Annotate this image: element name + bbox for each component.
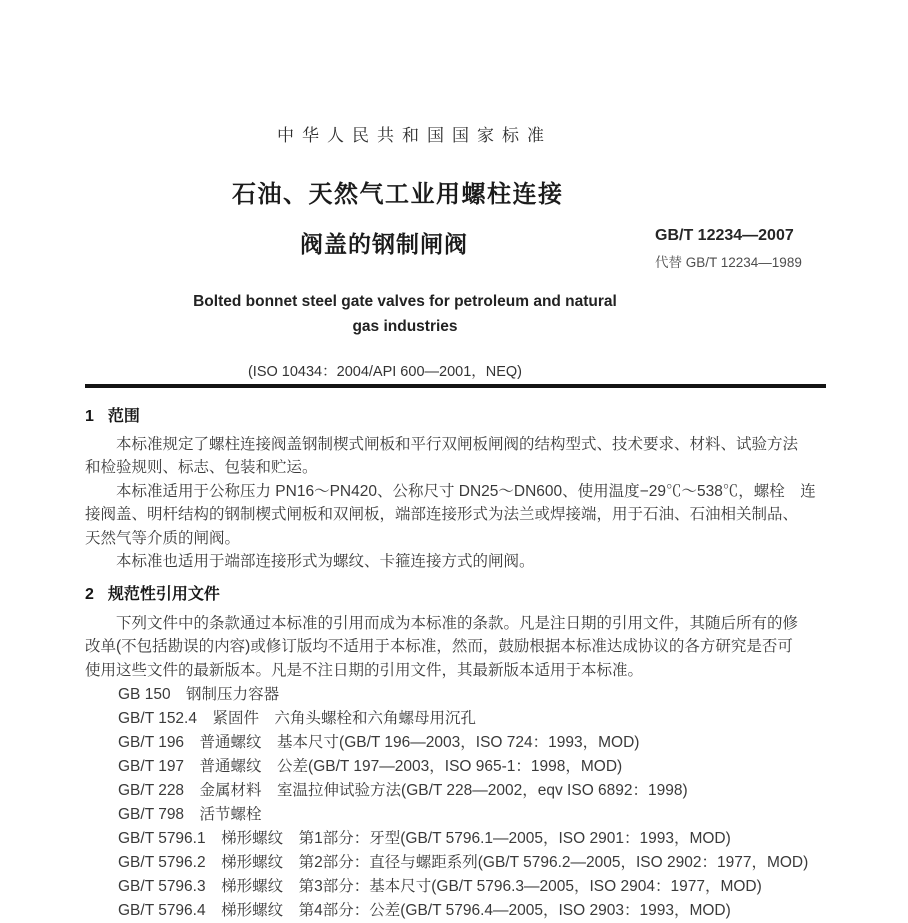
body-line: 使用这些文件的最新版本。凡是不注日期的引用文件，其最新版本适用于本标准。 xyxy=(85,661,644,679)
body-line: 天然气等介质的闸阀。 xyxy=(85,529,241,547)
body-line: 本标准也适用于端部连接形式为螺纹、卡箍连接方式的闸阀。 xyxy=(116,552,535,570)
title-zh-line2: 阀盖的钢制闸阀 xyxy=(300,231,468,257)
standard-code: GB/T 12234—2007 xyxy=(655,227,794,244)
body-line: 下列文件中的条款通过本标准的引用而成为本标准的条款。凡是注日期的引用文件，其随后所有的修 xyxy=(116,615,799,632)
section-1-number: 1 xyxy=(85,408,94,425)
title-en-line2: gas industries xyxy=(352,318,458,335)
section-2-intro xyxy=(85,612,830,682)
section-2-title: 规范性引用文件 xyxy=(107,586,220,603)
reference-item: GB/T 5796.3 梯形螺纹 第3部分：基本尺寸(GB/T 5796.3—2005，ISO 2904：1977，MOD) xyxy=(118,878,762,895)
section-2-number: 2 xyxy=(85,586,94,603)
reference-item: GB/T 5796.4 梯形螺纹 第4部分：公差(GB/T 5796.4—2005，ISO 2903：1993，MOD) xyxy=(118,902,731,919)
title-en-line1: Bolted bonnet steel gate valves for petroleum and natural xyxy=(193,293,617,310)
reference-item: GB/T 152.4 紧固件 六角头螺栓和六角螺母用沉孔 xyxy=(118,710,476,727)
section-1-body xyxy=(85,433,830,573)
reference-item: GB/T 5796.2 梯形螺纹 第2部分：直径与螺距系列(GB/T 5796.2—2005，ISO 2902：1977，MOD) xyxy=(118,854,809,871)
section-1-title: 范围 xyxy=(107,408,140,425)
reference-item: GB 150 钢制压力容器 xyxy=(118,686,280,703)
body-line: 本标准规定了螺柱连接阀盖钢制楔式闸板和平行双闸板闸阀的结构型式、技术要求、材料、试验方法 xyxy=(116,436,799,453)
reference-item: GB/T 5796.1 梯形螺纹 第1部分：牙型(GB/T 5796.1—2005，ISO 2901：1993，MOD) xyxy=(118,830,731,847)
reference-item: GB/T 197 普通螺纹 公差(GB/T 197—2003，ISO 965-1：1998，MOD) xyxy=(118,758,623,775)
iso-equivalence-note: (ISO 10434：2004/API 600—2001，NEQ) xyxy=(247,364,523,380)
header-divider-rule xyxy=(85,384,826,388)
body-line: 和检验规则、标志、包装和贮运。 xyxy=(85,459,318,477)
normative-reference-list xyxy=(118,683,830,923)
body-line: 改单(不包括勘误的内容)或修订版均不适用于本标准，然而，鼓励根据本标准达成协议的各方研究是否可 xyxy=(85,638,793,656)
reference-item: GB/T 196 普通螺纹 基本尺寸(GB/T 196—2003，ISO 724：1993，MOD) xyxy=(118,734,640,751)
section-2-heading xyxy=(85,581,220,604)
national-standard-banner: 中华人民共和国国家标准 xyxy=(277,126,552,145)
body-line: 接阀盖、明杆结构的钢制楔式闸板和双闸板，端部连接形式为法兰或焊接端，用于石油、石油相关制品、 xyxy=(85,506,799,524)
title-zh-line1: 石油、天然气工业用螺柱连接 xyxy=(232,181,564,208)
reference-item: GB/T 798 活节螺栓 xyxy=(118,806,262,823)
section-1-heading xyxy=(85,403,140,426)
reference-item: GB/T 228 金属材料 室温拉伸试验方法(GB/T 228—2002，eqv ISO 6892：1998) xyxy=(118,782,688,799)
superseded-standard-code: 代替 GB/T 12234—1989 xyxy=(655,255,802,270)
title-english xyxy=(85,289,725,339)
body-line: 本标准适用于公称压力 PN16～PN420、公称尺寸 DN25～DN600、使用温度−29℃～538℃，螺栓 连 xyxy=(116,482,816,500)
